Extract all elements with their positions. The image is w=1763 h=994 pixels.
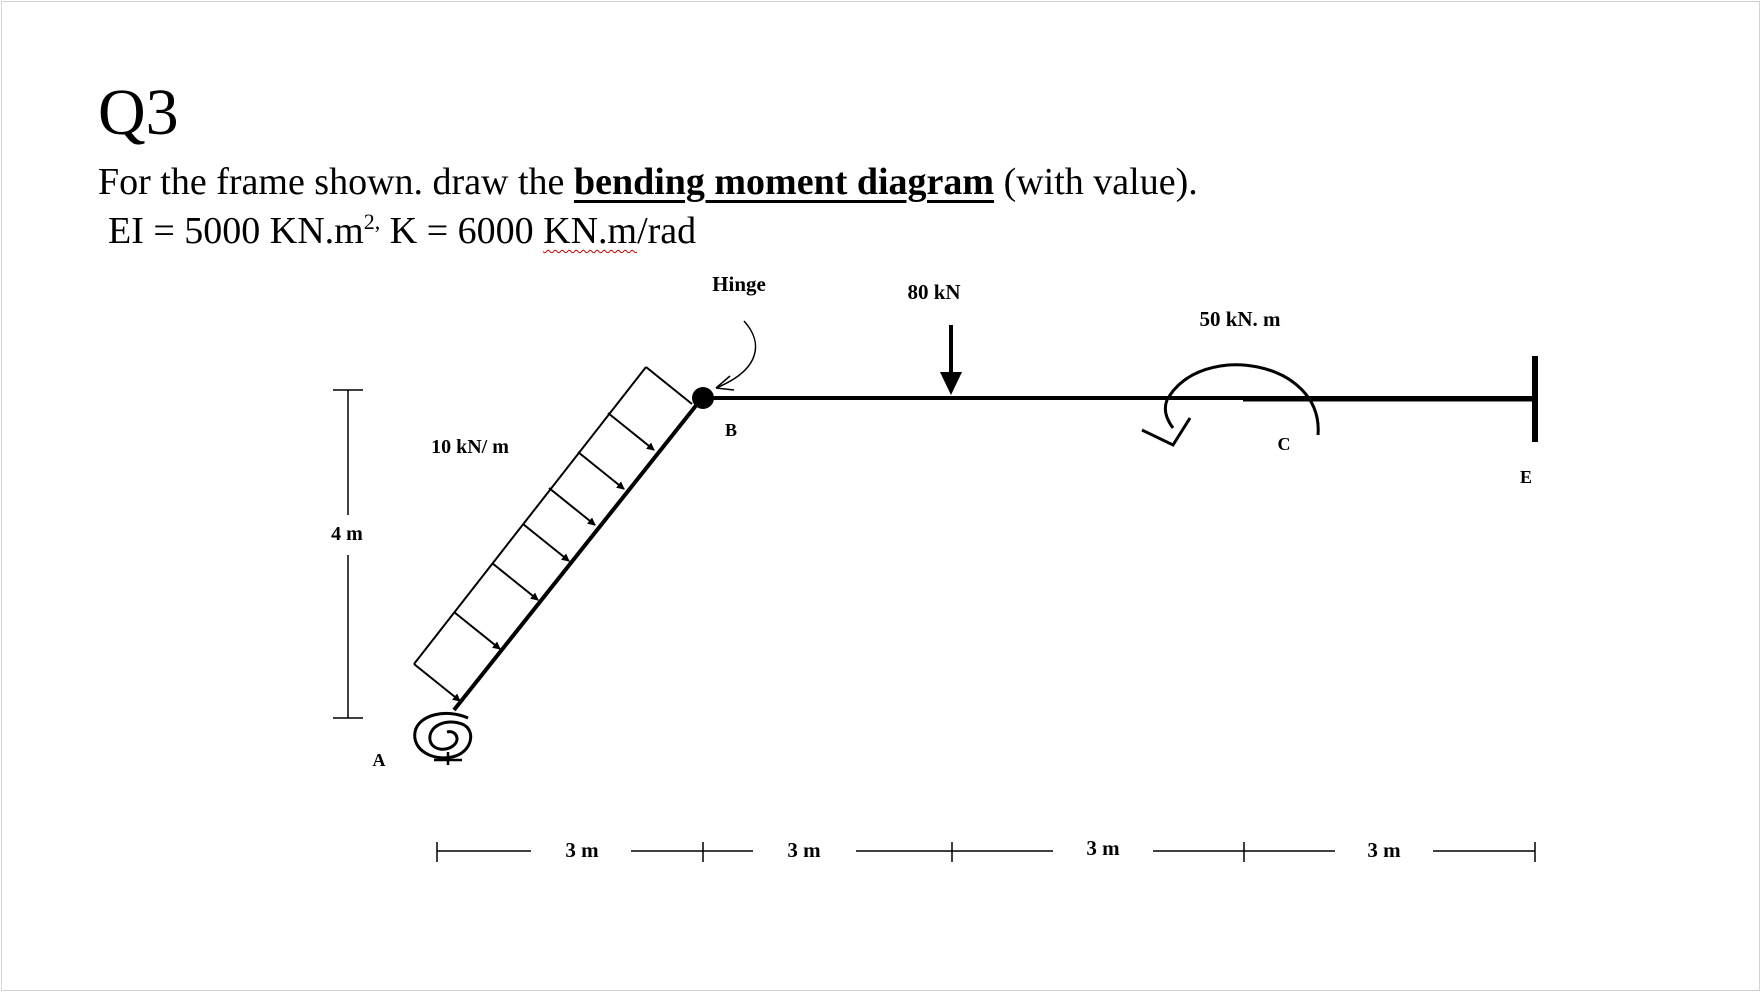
statement-text-before: For the frame shown. draw the	[98, 161, 574, 203]
k-value: K = 6000	[380, 210, 544, 252]
ei-superscript: 2,	[363, 209, 381, 234]
point-load-label: 80 kN	[907, 280, 961, 304]
hinge-icon	[692, 387, 714, 409]
node-e-label: E	[1519, 467, 1533, 487]
udl-label: 10 kN/ m	[431, 436, 509, 458]
height-label: 4 m	[331, 523, 363, 545]
span-dimensions	[437, 836, 1535, 862]
udl-top-line	[414, 367, 646, 664]
udl-arrow	[523, 524, 569, 561]
span-label-2: 3 m	[787, 838, 821, 862]
node-b-label: B	[724, 420, 738, 440]
span-label-1: 3 m	[565, 838, 599, 862]
udl-arrow	[578, 452, 624, 489]
udl-arrow	[492, 563, 538, 600]
node-a-label: A	[372, 750, 386, 770]
node-c-label: C	[1277, 434, 1291, 454]
hinge-pointer-arrow	[716, 321, 756, 390]
applied-moment-icon	[1142, 365, 1318, 445]
span-label-4: 3 m	[1367, 838, 1401, 862]
point-load-arrow	[940, 325, 962, 395]
udl-arrow	[454, 612, 500, 649]
k-unit-rest: /rad	[637, 210, 697, 252]
udl-arrow	[646, 367, 692, 404]
height-dimension	[331, 390, 363, 718]
k-unit-marked: KN.m	[543, 210, 638, 252]
udl-arrow	[414, 664, 460, 701]
question-number: Q3	[98, 76, 179, 149]
udl-arrow	[608, 413, 654, 450]
rotational-spring-icon	[415, 713, 471, 765]
statement-emphasis: bending moment diagram	[573, 161, 995, 203]
udl-arrow	[549, 488, 595, 525]
distributed-load	[414, 367, 692, 701]
moment-label: 50 kN. m	[1199, 307, 1281, 331]
statement-text-after: (with value).	[994, 161, 1198, 203]
span-label-3: 3 m	[1086, 836, 1120, 860]
ei-value: EI = 5000 KN.m	[108, 210, 364, 252]
hinge-label: Hinge	[712, 272, 766, 296]
